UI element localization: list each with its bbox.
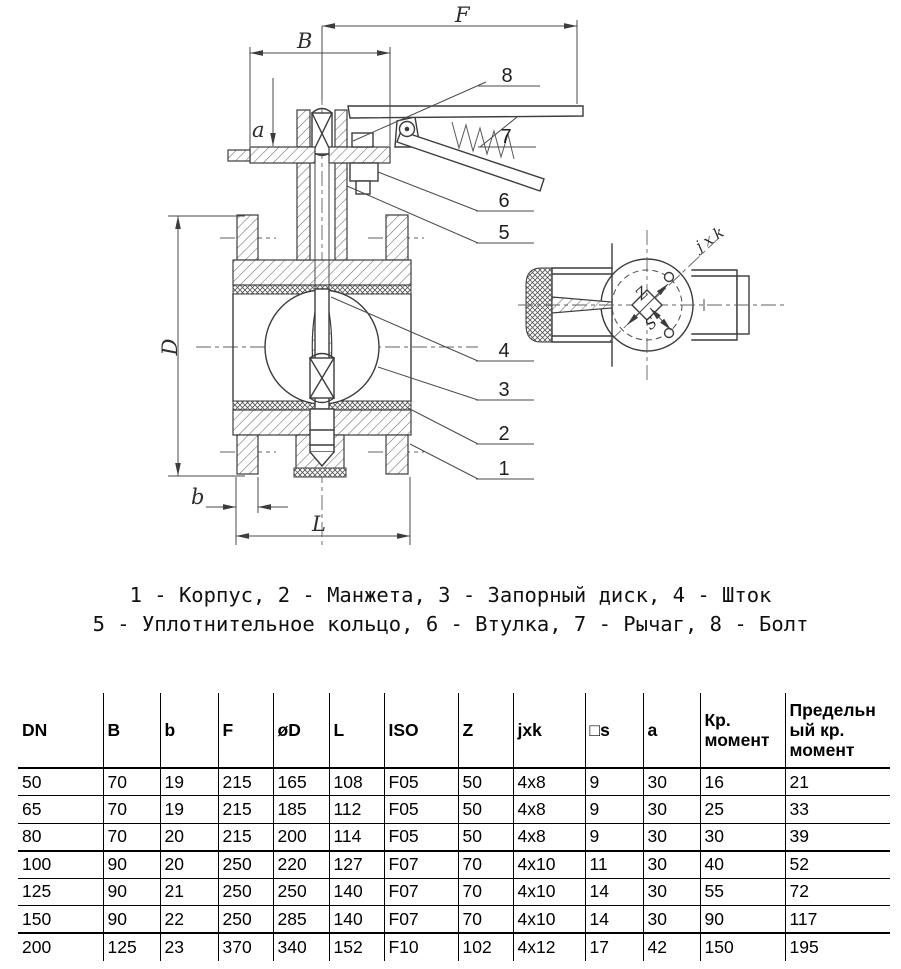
- table-cell: 90: [103, 906, 160, 934]
- table-cell: 250: [218, 878, 273, 906]
- table-cell: 117: [785, 906, 890, 934]
- bushing-shank: [356, 181, 370, 194]
- table-cell: F05: [384, 796, 458, 824]
- table-cell: F05: [384, 768, 458, 796]
- table-cell: 220: [273, 851, 329, 879]
- table-cell: 125: [18, 878, 103, 906]
- side-view: [518, 221, 784, 384]
- table-cell: 30: [643, 906, 700, 934]
- table-cell: 70: [458, 851, 513, 879]
- table-cell: 21: [785, 768, 890, 796]
- neck-right-upper: [335, 110, 347, 147]
- callout-1: 1: [498, 458, 510, 480]
- table-cell: 70: [103, 768, 160, 796]
- header-cell-10: a: [643, 693, 700, 768]
- table-cell: 90: [103, 878, 160, 906]
- table-row-dn-100: [18, 851, 890, 879]
- table-cell: 14: [585, 906, 643, 934]
- table-cell: F07: [384, 851, 458, 879]
- dim-jxk-label: jxk: [692, 220, 731, 255]
- table-cell: 250: [273, 878, 329, 906]
- table-cell: 4x10: [513, 906, 585, 934]
- table-cell: 215: [218, 823, 273, 851]
- table-row-dn-150: [18, 906, 890, 934]
- table-cell: F05: [384, 823, 458, 851]
- table-body: [18, 768, 890, 961]
- table-cell: 108: [329, 768, 384, 796]
- header-cell-7: Z: [458, 693, 513, 768]
- dim-b-label: b: [191, 485, 205, 509]
- table-cell: 22: [160, 906, 218, 934]
- neck-right-lower: [335, 163, 347, 260]
- table-row-dn-125: [18, 878, 890, 906]
- dim-a-label: a: [252, 118, 265, 142]
- table-cell: 19: [160, 796, 218, 824]
- table-cell: 50: [458, 823, 513, 851]
- table-cell: 100: [18, 851, 103, 879]
- table-cell: 114: [329, 823, 384, 851]
- callout-2: 2: [498, 423, 510, 445]
- header-cell-1: B: [103, 693, 160, 768]
- bolt-hole-bottom: [665, 329, 674, 338]
- table-cell: 370: [218, 933, 273, 961]
- table-cell: 72: [785, 878, 890, 906]
- table-cell: 340: [273, 933, 329, 961]
- table-cell: 30: [643, 878, 700, 906]
- table-cell: 140: [329, 878, 384, 906]
- table-cell: 127: [329, 851, 384, 879]
- table-cell: 150: [18, 906, 103, 934]
- dim-L-label: L: [312, 512, 326, 536]
- table-cell: 50: [458, 768, 513, 796]
- table-cell: 11: [585, 851, 643, 879]
- table-header: [18, 693, 890, 768]
- table-cell: 9: [585, 768, 643, 796]
- lower-right-web: [386, 435, 408, 474]
- table-cell: 30: [643, 796, 700, 824]
- header-cell-11: Кр. момент: [700, 693, 785, 768]
- table-cell: 195: [789, 936, 819, 957]
- header-cell-0: DN: [18, 693, 103, 768]
- table-cell: 70: [458, 878, 513, 906]
- table-cell: 70: [458, 906, 513, 934]
- table-cell: 20: [160, 823, 218, 851]
- table-cell: 20: [160, 851, 218, 879]
- table-cell: 250: [218, 906, 273, 934]
- table-cell: F10: [384, 933, 458, 961]
- table-cell: 250: [218, 851, 273, 879]
- top-plate-right: [329, 147, 390, 163]
- table-cell: 150: [700, 933, 785, 961]
- table-cell: 4x8: [513, 768, 585, 796]
- table-cell: 200: [18, 933, 103, 961]
- middle-bearing: [310, 354, 334, 403]
- pivot-pin-center: [405, 127, 410, 132]
- table-cell: 80: [18, 823, 103, 851]
- table-cell: 30: [643, 823, 700, 851]
- table-cell: 16: [700, 768, 785, 796]
- table-cell: 23: [160, 933, 218, 961]
- callout-4: 4: [498, 340, 510, 362]
- neck-left-upper: [297, 110, 310, 147]
- table-cell: 40: [700, 851, 785, 879]
- table-cell: 140: [329, 906, 384, 934]
- table-cell: 14: [585, 878, 643, 906]
- table-cell: 30: [700, 823, 785, 851]
- dimensions-table: [18, 693, 890, 961]
- dim-S-label: S: [641, 313, 661, 334]
- header-cell-6: ISO: [384, 693, 458, 768]
- table-cell: 4x8: [513, 796, 585, 824]
- upper-right-web: [386, 215, 408, 260]
- neck-left-lower: [297, 163, 310, 260]
- table-cell: F07: [384, 906, 458, 934]
- header-cell-9: □s: [585, 693, 643, 768]
- table-row-dn-65: [18, 796, 890, 824]
- table-cell: 21: [160, 878, 218, 906]
- table-cell: F07: [384, 878, 458, 906]
- table-cell: 4x8: [513, 823, 585, 851]
- handle-lever: [348, 106, 583, 118]
- table-cell: 90: [700, 906, 785, 934]
- table-cell: 50: [18, 768, 103, 796]
- table-cell: 9: [585, 823, 643, 851]
- table-cell: 4x10: [513, 851, 585, 879]
- callout-3: 3: [498, 379, 510, 401]
- table-cell: 25: [700, 796, 785, 824]
- header-cell-4: øD: [273, 693, 329, 768]
- callout-8: 8: [501, 65, 513, 87]
- table-row-dn-80: [18, 823, 890, 851]
- table-cell: 19: [160, 768, 218, 796]
- table-cell: 42: [643, 933, 700, 961]
- table-cell: 90: [103, 851, 160, 879]
- dim-Z-label: Z: [631, 283, 652, 304]
- header-cell-3: F: [218, 693, 273, 768]
- dim-B-label: B: [297, 29, 313, 53]
- callout-7: 7: [500, 126, 512, 148]
- table-cell: 215: [218, 768, 273, 796]
- lower-left-web: [237, 435, 258, 474]
- top-plate-lip: [228, 150, 250, 161]
- table-cell: 165: [273, 768, 329, 796]
- table-cell: 30: [643, 768, 700, 796]
- dim-F-label: F: [455, 3, 470, 27]
- table-cell: 152: [329, 933, 384, 961]
- table-cell: 4x12: [513, 933, 585, 961]
- table-cell: 52: [785, 851, 890, 879]
- top-plate-left: [250, 147, 315, 163]
- table-cell: 112: [329, 796, 384, 824]
- table-cell: 125: [103, 933, 160, 961]
- table-cell: 9: [585, 796, 643, 824]
- table-cell: 70: [103, 823, 160, 851]
- table-cell: 39: [785, 823, 890, 851]
- table-cell: 185: [273, 796, 329, 824]
- table-cell: 50: [458, 796, 513, 824]
- upper-flange-plate: [233, 260, 411, 285]
- table-cell: 215: [218, 796, 273, 824]
- header-cell-8: jxk: [513, 693, 585, 768]
- table-cell: 102: [458, 933, 513, 961]
- table-row-dn-50: [18, 768, 890, 796]
- parts-legend-line-1: 1 - Корпус, 2 - Манжета, 3 - Запорный диск, 4 - Шток: [129, 583, 772, 607]
- table-cell: 65: [18, 796, 103, 824]
- callout-6: 6: [498, 190, 510, 212]
- dim-D-label: D: [158, 338, 182, 356]
- parts-legend-line-2: 5 - Уплотнительное кольцо, 6 - Втулка, 7 - Рычаг, 8 - Болт: [92, 612, 809, 636]
- bushing: [350, 163, 378, 181]
- header-cell-5: L: [329, 693, 384, 768]
- upper-left-web: [237, 215, 258, 260]
- table-cell: 4x10: [513, 878, 585, 906]
- table-cell: 30: [643, 851, 700, 879]
- table-cell: 200: [273, 823, 329, 851]
- parts-legend: [0, 581, 901, 639]
- table-cell: 70: [103, 796, 160, 824]
- bolt-hole-top: [665, 273, 674, 282]
- table-row-dn-200: [18, 933, 890, 961]
- header-cell-2: b: [160, 693, 218, 768]
- table-cell: 285: [273, 906, 329, 934]
- table-cell: 17: [585, 933, 643, 961]
- table-cell: 33: [785, 796, 890, 824]
- header-cell-12: Предельный кр. момент: [785, 693, 890, 768]
- table-cell: 55: [700, 878, 785, 906]
- callout-5: 5: [498, 222, 510, 244]
